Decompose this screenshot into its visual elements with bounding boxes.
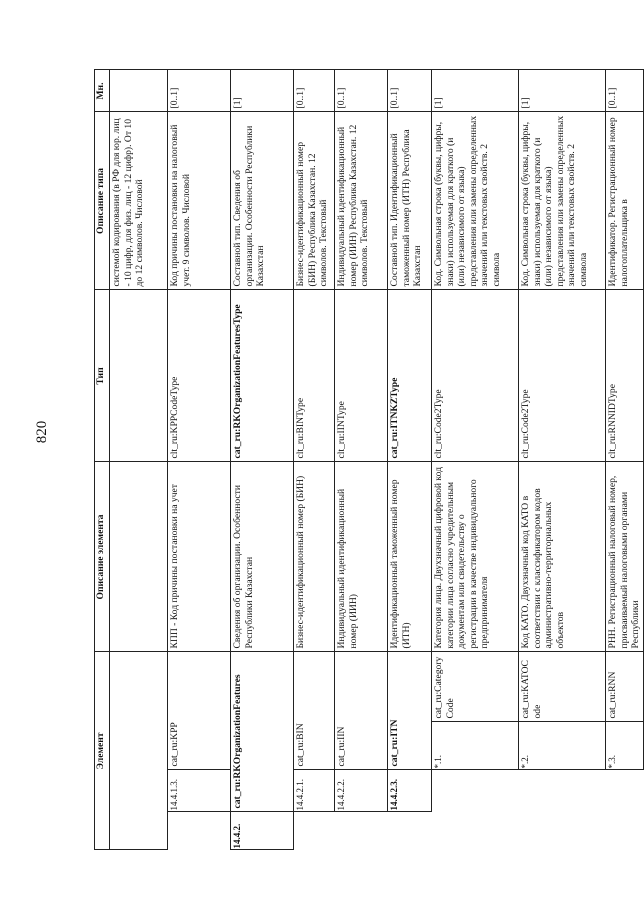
table-row (168, 70, 231, 870)
element-description: Индивидуальный идентификационный номер (ИИН) (335, 462, 388, 652)
element-description: РНН. Регистрационный налоговый номер, присваиваемый налоговыми органами Республики (606, 462, 644, 652)
multiplicity: [0..1] (388, 70, 432, 112)
table-row (432, 70, 519, 870)
header-spacer (95, 850, 110, 870)
element-name: cat_ru:CategoryCode (432, 652, 519, 722)
header-type: Тип (95, 290, 110, 462)
row-number: *.3. (606, 722, 644, 770)
element-type: clt_ru:RNNIDType (606, 290, 644, 462)
row-number: 14.4.1.3. (168, 770, 231, 812)
page-number: 820 (34, 420, 50, 444)
element-description: Сведения об организации. Особенности Республики Казахстан (231, 462, 294, 652)
type-description: Индивидуальный идентификационный номер (ИИН) Республика Казахстан. 12 символов. Текстовый (335, 112, 388, 290)
type-description: Составной тип. Идентификационный таможенный номер (ИТН) Республика Казахстан (388, 112, 432, 290)
type-description: Код. Символьная строка (буквы, цифры, знаки) используемая для краткого (и (или) независимого от языка) представления или замены определенных значений или текстовых свойств. 2 символа (432, 112, 519, 290)
row-number: 14.4.2.3. (388, 770, 432, 812)
type-description: Идентификатор. Регистрационный номер налогоплательщика в (606, 112, 644, 290)
element-type: clt_ru:KPPCodeType (168, 290, 231, 462)
table-row (335, 70, 388, 870)
type-description: Составной тип. Сведения об организации. Особенности Республики Казахстан (231, 112, 294, 290)
multiplicity: [0..1] (335, 70, 388, 112)
table-row (519, 70, 606, 870)
element-type: clt_ru:BINType (294, 290, 335, 462)
element-name: cat_ru:ITN (388, 652, 432, 770)
multiplicity: [0..1] (168, 70, 231, 112)
table-row (231, 70, 294, 870)
row-number: 14.4.2.1. (294, 770, 335, 812)
element-description: Код КАТО. Двухзначный код КАТО в соответствии с классификатором кодов административно-территориальных объектов (519, 462, 606, 652)
multiplicity: [0..1] (606, 70, 644, 112)
type-description: Код причины постановки на налоговый учет. 9 символов. Числовой (168, 112, 231, 290)
document-table (94, 70, 644, 871)
row-number: *.2. (519, 722, 606, 770)
type-description: Код. Символьная строка (буквы, цифры, знаки) используемая для краткого (и (или) независимого от языка) представления или замены определенных значений или текстовых свойств. 2 символа (519, 112, 606, 290)
table-header-row (95, 70, 110, 870)
table-row (294, 70, 335, 870)
element-type: clt_ru:IINType (335, 290, 388, 462)
table-row (606, 70, 644, 870)
element-description: КПП - Код причины постановки на учет (168, 462, 231, 652)
element-description: Идентификационный таможенный номер (ИТН) (388, 462, 432, 652)
multiplicity: [1] (231, 70, 294, 112)
element-description: Категория лица. Двухзначный цифровой код категории лица согласно учредительным документам или свидетельству о регистрации в качестве индивидуального предпринимателя (432, 462, 519, 652)
row-number: *.1. (432, 722, 519, 770)
header-element: Элемент (95, 652, 110, 850)
multiplicity: [1] (432, 70, 519, 112)
element-type: cat_ru:RKOrganizationFeaturesType (231, 290, 294, 462)
element-name: cat_ru:KPP (168, 652, 231, 770)
element-type: clt_ru:Code2Type (519, 290, 606, 462)
row-number: 14.4.2.2. (335, 770, 388, 812)
type-description: Бизнес-идентификационный номер (БИН) Республика Казахстан. 12 символов. Текстовый (294, 112, 335, 290)
element-name: cat_ru:RNN (606, 652, 644, 722)
header-element-description: Описание элемента (95, 462, 110, 652)
element-name: cat_ru:IIN (335, 652, 388, 770)
element-name: cat_ru:KATOCode (519, 652, 606, 722)
header-multiplicity: Мн. (95, 70, 110, 112)
element-description: Бизнес-идентификационный номер (БИН) (294, 462, 335, 652)
element-name: cat_ru:BIN (294, 652, 335, 770)
multiplicity: [1] (519, 70, 606, 112)
rotated-page-content (94, 70, 642, 870)
table-row (388, 70, 432, 870)
row-number: 14.4.2. (231, 812, 294, 850)
element-type: clt_ru:Code2Type (432, 290, 519, 462)
table-row (110, 70, 168, 870)
multiplicity: [0..1] (294, 70, 335, 112)
type-description-cell: системой кодирования (в РФ для юр. лиц - 10 цифр, для физ. лиц - 12 цифр). От 10 до 12 символов. Числовой (110, 112, 168, 290)
element-type: cat_ru:ITNKZType (388, 290, 432, 462)
element-name: cat_ru:RKOrganizationFeatures (231, 652, 294, 812)
header-type-description: Описание типа (95, 112, 110, 290)
